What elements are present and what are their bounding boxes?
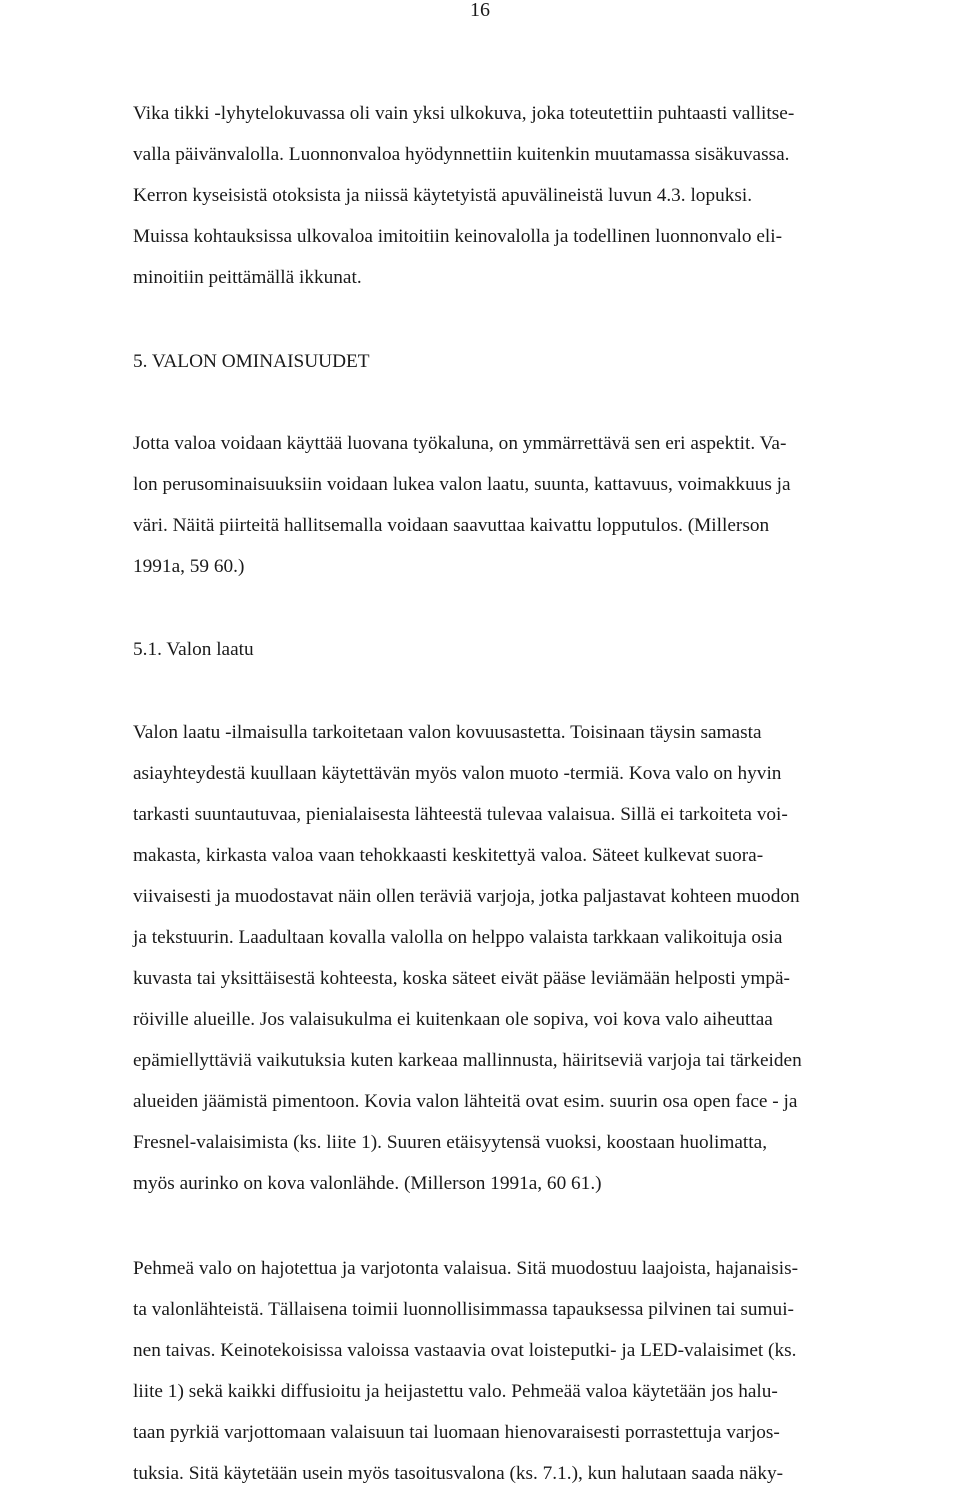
text-line: epämiellyttäviä vaikutuksia kuten karkeaa mallinnusta, häiritseviä varjoja tai tärkeiden — [133, 1050, 802, 1071]
text-line: 1991a, 59 60.) — [133, 556, 245, 577]
text-line: Muissa kohtauksissa ulkovaloa imitoitiin keinovalolla ja todellinen luonnonvalo eli- — [133, 226, 783, 247]
text-line: taan pyrkiä varjottomaan valaisuun tai luomaan hienovaraisesti porrastettuja varjos- — [133, 1422, 780, 1443]
text-line: tarkasti suuntautuvaa, pienialaisesta lähteestä tulevaa valaisua. Sillä ei tarkoiteta voi- — [133, 804, 788, 825]
text-line: Pehmeä valo on hajotettua ja varjotonta valaisua. Sitä muodostuu laajoista, hajanaisis- — [133, 1258, 799, 1279]
text-line: viivaisesti ja muodostavat näin ollen teräviä varjoja, jotka paljastavat kohteen muodon — [133, 886, 800, 907]
text-line: myös aurinko on kova valonlähde. (Millerson 1991a, 60 61.) — [133, 1173, 602, 1194]
paragraph-intro — [133, 93, 957, 298]
text-line: liite 1) sekä kaikki diffusioitu ja heijastettu valo. Pehmeää valoa käytetään jos halu- — [133, 1381, 778, 1402]
text-line: Vika tikki -lyhytelokuvassa oli vain yksi ulkokuva, joka toteutettiin puhtaasti vallitse- — [133, 103, 795, 124]
text-line: Valon laatu -ilmaisulla tarkoitetaan valon kovuusastetta. Toisinaan täysin samasta — [133, 722, 762, 743]
text-line: valla päivänvalolla. Luonnonvaloa hyödynnettiin kuitenkin muutamassa sisäkuvassa. — [133, 144, 790, 165]
text-line: asiayhteydestä kuullaan käytettävän myös valon muoto -termiä. Kova valo on hyvin — [133, 763, 782, 784]
paragraph-valon-laatu-kova — [133, 712, 957, 1204]
paragraph-pehmea-valo — [133, 1248, 957, 1494]
text-line: Kerron kyseisistä otoksista ja niissä käytetyistä apuvälineistä luvun 4.3. lopuksi. — [133, 185, 753, 206]
text-line: makasta, kirkasta valoa vaan tehokkaasti keskitettyä valoa. Säteet kulkevat suora- — [133, 845, 764, 866]
paragraph-valon-ominaisuudet — [133, 423, 957, 587]
text-line: lon perusominaisuuksiin voidaan lukea valon laatu, suunta, kattavuus, voimakkuus ja — [133, 474, 791, 495]
text-line: minoitiin peittämällä ikkunat. — [133, 267, 362, 288]
text-line: kuvasta tai yksittäisestä kohteesta, koska säteet eivät pääse leviämään helposti ympä- — [133, 968, 790, 989]
text-line: Fresnel-valaisimista (ks. liite 1). Suuren etäisyytensä vuoksi, koostaan huolimatta, — [133, 1132, 768, 1153]
section-heading-5: 5. VALON OMINAISUUDET — [133, 351, 370, 372]
text-line: Jotta valoa voidaan käyttää luovana työkaluna, on ymmärrettävä sen eri aspektit. Va- — [133, 433, 787, 454]
text-line: tuksia. Sitä käytetään usein myös tasoitusvalona (ks. 7.1.), kun halutaan saada näky- — [133, 1463, 784, 1484]
text-line: alueiden jäämistä pimentoon. Kovia valon lähteitä ovat esim. suurin osa open face - ja — [133, 1091, 798, 1112]
section-heading-5-1: 5.1. Valon laatu — [133, 639, 254, 660]
text-line: nen taivas. Keinotekoisissa valoissa vastaavia ovat loisteputki- ja LED-valaisimet (ks. — [133, 1340, 797, 1361]
text-line: väri. Näitä piirteitä hallitsemalla voidaan saavuttaa kaivattu lopputulos. (Millerson — [133, 515, 770, 536]
page-number: 16 — [470, 0, 490, 21]
text-line: röiville alueille. Jos valaisukulma ei kuitenkaan ole sopiva, voi kova valo aiheuttaa — [133, 1009, 773, 1030]
text-line: ja tekstuurin. Laadultaan kovalla valolla on helppo valaista tarkkaan valikoituja osia — [133, 927, 783, 948]
text-line: ta valonlähteistä. Tällaisena toimii luonnollisimmassa tapauksessa pilvinen tai sumui- — [133, 1299, 794, 1320]
